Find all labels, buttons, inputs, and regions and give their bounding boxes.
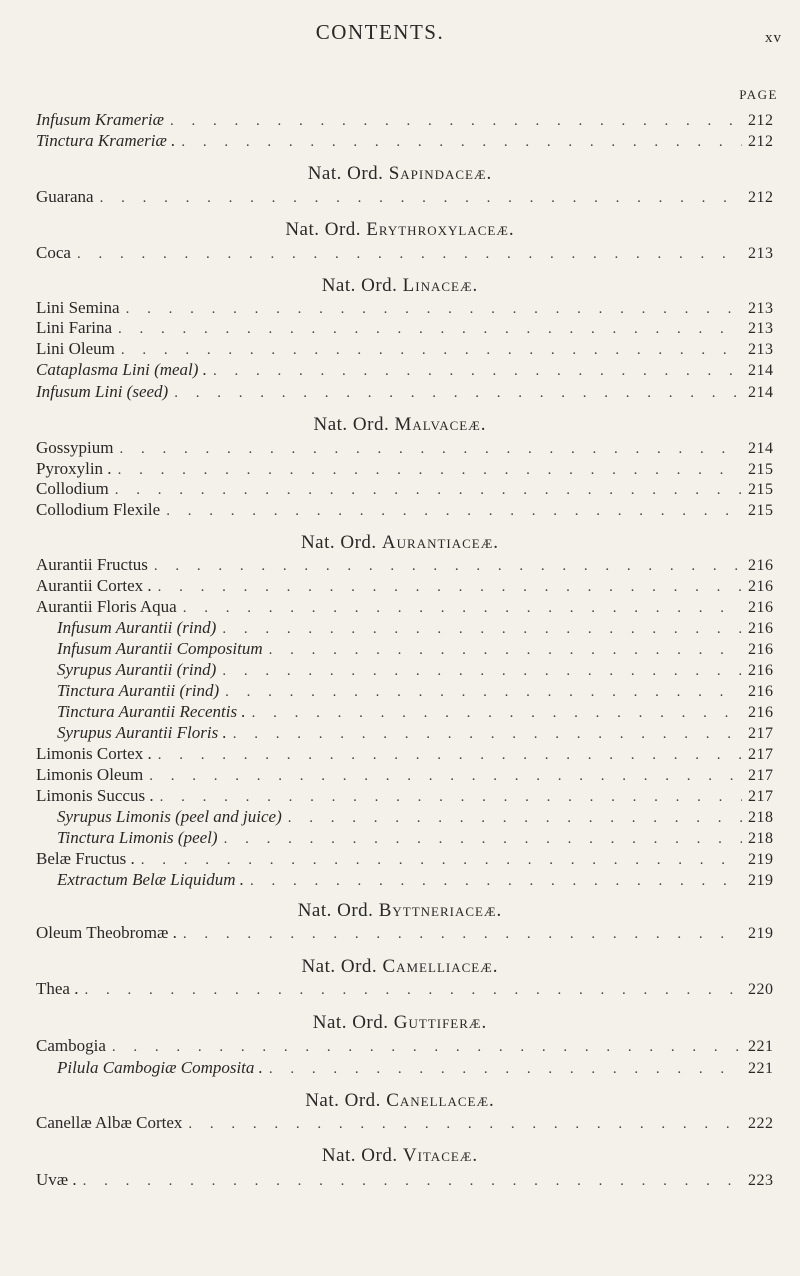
- entry-page-number: 216: [748, 557, 774, 574]
- order-name: Vitaceæ.: [402, 1145, 479, 1166]
- entry-page-number: 215: [748, 502, 774, 519]
- entry-label: Collodium: [36, 479, 109, 498]
- order-name: Sapindaceæ.: [388, 163, 493, 184]
- toc-entry: [0, 318, 800, 340]
- entry-page-number: 213: [748, 341, 774, 358]
- dot-leader: [160, 789, 742, 806]
- entry-label: Tinctura Aurantii Recentis .: [57, 702, 246, 721]
- toc-entry: [0, 382, 800, 404]
- toc-entry: [0, 597, 800, 619]
- dot-leader: [181, 134, 742, 151]
- dot-leader: [115, 482, 742, 499]
- toc-entry: [0, 555, 800, 577]
- dot-leader: [118, 462, 742, 479]
- dot-leader: [77, 246, 742, 263]
- order-name: Canellaceæ.: [386, 1090, 495, 1111]
- entry-page-number: 212: [748, 112, 774, 129]
- order-prefix: Nat. Ord.: [321, 1145, 398, 1166]
- entry-label: Tinctura Limonis (peel): [57, 828, 218, 847]
- dot-leader: [126, 301, 742, 318]
- entry-page-number: 222: [748, 1115, 774, 1132]
- dot-leader: [158, 747, 742, 764]
- dot-leader: [252, 705, 742, 722]
- dot-leader: [158, 579, 742, 596]
- toc-entry: [0, 1036, 800, 1058]
- order-prefix: Nat. Ord.: [305, 1090, 381, 1111]
- toc-entry: [0, 723, 800, 745]
- dot-leader: [149, 768, 742, 785]
- order-prefix: Nat. Ord.: [313, 414, 390, 435]
- dot-leader: [188, 1116, 742, 1133]
- entry-page-number: 214: [748, 384, 774, 401]
- page-title: CONTENTS.: [315, 20, 445, 44]
- toc-entry: [0, 110, 800, 132]
- entry-page-number: 213: [748, 300, 774, 317]
- order-heading: [0, 1145, 800, 1167]
- entry-page-number: 217: [748, 767, 774, 784]
- toc-entry: [0, 849, 800, 871]
- toc-entry: [0, 187, 800, 209]
- entry-page-number: 218: [748, 830, 774, 847]
- toc-entry: [0, 298, 800, 320]
- entry-label: Thea .: [36, 979, 79, 998]
- toc-entry: [0, 870, 800, 892]
- entry-page-number: 219: [748, 851, 774, 868]
- entry-label: Pyroxylin .: [36, 459, 112, 478]
- order-name: Linaceæ.: [402, 275, 479, 296]
- toc-entry: [0, 702, 800, 724]
- order-prefix: Nat. Ord.: [307, 163, 384, 184]
- toc-entry: [0, 360, 800, 382]
- entry-label: Syrupus Limonis (peel and juice): [57, 807, 282, 826]
- toc-entry: [0, 438, 800, 460]
- order-prefix: Nat. Ord.: [301, 956, 378, 977]
- dot-leader: [154, 558, 742, 575]
- entry-page-number: 219: [748, 925, 774, 942]
- order-prefix: Nat. Ord.: [300, 532, 377, 553]
- entry-page-number: 216: [748, 662, 774, 679]
- order-heading: [0, 163, 800, 185]
- dot-leader: [121, 342, 742, 359]
- order-name: Malvaceæ.: [394, 414, 487, 435]
- dot-leader: [183, 600, 742, 617]
- toc-entry: [0, 1113, 800, 1135]
- entry-label: Guarana: [36, 187, 94, 206]
- dot-leader: [269, 642, 742, 659]
- dot-leader: [112, 1039, 742, 1056]
- entry-page-number: 217: [748, 725, 774, 742]
- entry-page-number: 221: [748, 1060, 774, 1077]
- entry-label: Syrupus Aurantii Floris .: [57, 723, 227, 742]
- entry-page-number: 214: [748, 362, 774, 379]
- entry-label: Belæ Fructus .: [36, 849, 135, 868]
- entry-page-number: 215: [748, 481, 774, 498]
- dot-leader: [222, 663, 742, 680]
- entry-label: Infusum Krameriæ: [36, 110, 164, 129]
- entry-page-number: 218: [748, 809, 774, 826]
- entry-page-number: 216: [748, 641, 774, 658]
- dot-leader: [166, 503, 742, 520]
- entry-page-number: 221: [748, 1038, 774, 1055]
- entry-label: Infusum Aurantii Compositum: [57, 639, 263, 658]
- entry-label: Lini Oleum: [36, 339, 115, 358]
- dot-leader: [288, 810, 742, 827]
- entry-page-number: 216: [748, 704, 774, 721]
- toc-entry: [0, 576, 800, 598]
- order-heading: [0, 900, 800, 922]
- entry-page-number: 219: [748, 872, 774, 889]
- entry-label: Cataplasma Lini (meal) .: [36, 360, 207, 379]
- dot-leader: [183, 926, 742, 943]
- toc-entry: [0, 979, 800, 1001]
- dot-leader: [233, 726, 742, 743]
- entry-page-number: 214: [748, 440, 774, 457]
- entry-label: Limonis Succus .: [36, 786, 154, 805]
- order-prefix: Nat. Ord.: [297, 900, 374, 921]
- entry-label: Cambogia: [36, 1036, 106, 1055]
- entry-label: Oleum Theobromæ .: [36, 923, 177, 942]
- toc-entry: [0, 639, 800, 661]
- order-heading: [0, 414, 800, 436]
- order-heading: [0, 532, 800, 554]
- entry-page-number: 216: [748, 599, 774, 616]
- order-heading: [0, 1012, 800, 1034]
- entry-page-number: 216: [748, 620, 774, 637]
- order-heading: [0, 956, 800, 978]
- dot-leader: [224, 831, 742, 848]
- entry-label: Syrupus Aurantii (rind): [57, 660, 217, 679]
- entry-page-number: 217: [748, 746, 774, 763]
- entry-label: Aurantii Fructus: [36, 555, 148, 574]
- order-prefix: Nat. Ord.: [312, 1012, 389, 1033]
- order-prefix: Nat. Ord.: [321, 275, 398, 296]
- entry-page-number: 216: [748, 578, 774, 595]
- toc-entry: [0, 1058, 800, 1080]
- entry-page-number: 212: [748, 133, 774, 150]
- order-name: Byttneriaceæ.: [378, 900, 503, 921]
- dot-leader: [100, 190, 742, 207]
- toc-entry: [0, 479, 800, 501]
- toc-entry: [0, 243, 800, 265]
- toc-entry: [0, 807, 800, 829]
- entry-page-number: 213: [748, 320, 774, 337]
- dot-leader: [269, 1061, 742, 1078]
- dot-leader: [213, 363, 742, 380]
- toc-entry: [0, 131, 800, 153]
- order-heading: [0, 219, 800, 241]
- entry-label: Tinctura Aurantii (rind): [57, 681, 220, 700]
- entry-page-number: 215: [748, 461, 774, 478]
- entry-label: Aurantii Floris Aqua: [36, 597, 177, 616]
- entry-label: Uvæ .: [36, 1170, 77, 1189]
- toc-entry: [0, 459, 800, 481]
- entry-label: Pilula Cambogiæ Composita .: [57, 1058, 263, 1077]
- entry-label: Gossypium: [36, 438, 114, 457]
- entry-label: Infusum Aurantii (rind): [57, 618, 217, 637]
- dot-leader: [84, 982, 742, 999]
- entry-label: Limonis Oleum: [36, 765, 144, 784]
- toc-entry: [0, 923, 800, 945]
- entry-label: Coca: [36, 243, 71, 262]
- entry-page-number: 220: [748, 981, 774, 998]
- toc-entry: [0, 500, 800, 522]
- toc-entry: [0, 660, 800, 682]
- dot-leader: [83, 1173, 742, 1190]
- dot-leader: [119, 441, 742, 458]
- toc-entry: [0, 681, 800, 703]
- entry-page-number: 213: [748, 245, 774, 262]
- entry-label: Collodium Flexile: [36, 500, 161, 519]
- dot-leader: [222, 621, 742, 638]
- entry-page-number: 212: [748, 189, 774, 206]
- toc-entry: [0, 744, 800, 766]
- dot-leader: [170, 113, 742, 130]
- order-name: Camelliaceæ.: [382, 956, 499, 977]
- order-heading: [0, 275, 800, 297]
- dot-leader: [141, 852, 742, 869]
- entry-label: Extractum Belæ Liquidum .: [57, 870, 244, 889]
- order-name: Guttiferæ.: [393, 1012, 488, 1033]
- toc-entry: [0, 339, 800, 361]
- entry-label: Lini Farina: [36, 318, 113, 337]
- dot-leader: [225, 684, 742, 701]
- page-number: xv: [765, 30, 782, 46]
- entry-label: Limonis Cortex .: [36, 744, 152, 763]
- entry-label: Canellæ Albæ Cortex: [36, 1113, 183, 1132]
- entry-page-number: 217: [748, 788, 774, 805]
- dot-leader: [250, 873, 742, 890]
- toc-entry: [0, 1170, 800, 1192]
- toc-entry: [0, 765, 800, 787]
- dot-leader: [118, 321, 742, 338]
- entry-label: Infusum Lini (seed): [36, 382, 169, 401]
- toc-entry: [0, 618, 800, 640]
- toc-entry: [0, 828, 800, 850]
- order-heading: [0, 1090, 800, 1112]
- entry-label: Tinctura Krameriæ .: [36, 131, 176, 150]
- entry-label: Aurantii Cortex .: [36, 576, 152, 595]
- order-name: Aurantiaceæ.: [381, 532, 500, 553]
- toc-entry: [0, 786, 800, 808]
- order-name: Erythroxylaceæ.: [366, 219, 515, 240]
- entry-label: Lini Semina: [36, 298, 120, 317]
- entry-page-number: 223: [748, 1172, 774, 1189]
- entry-page-number: 216: [748, 683, 774, 700]
- page-column-heading: PAGE: [739, 87, 778, 102]
- order-prefix: Nat. Ord.: [285, 219, 362, 240]
- dot-leader: [174, 385, 742, 402]
